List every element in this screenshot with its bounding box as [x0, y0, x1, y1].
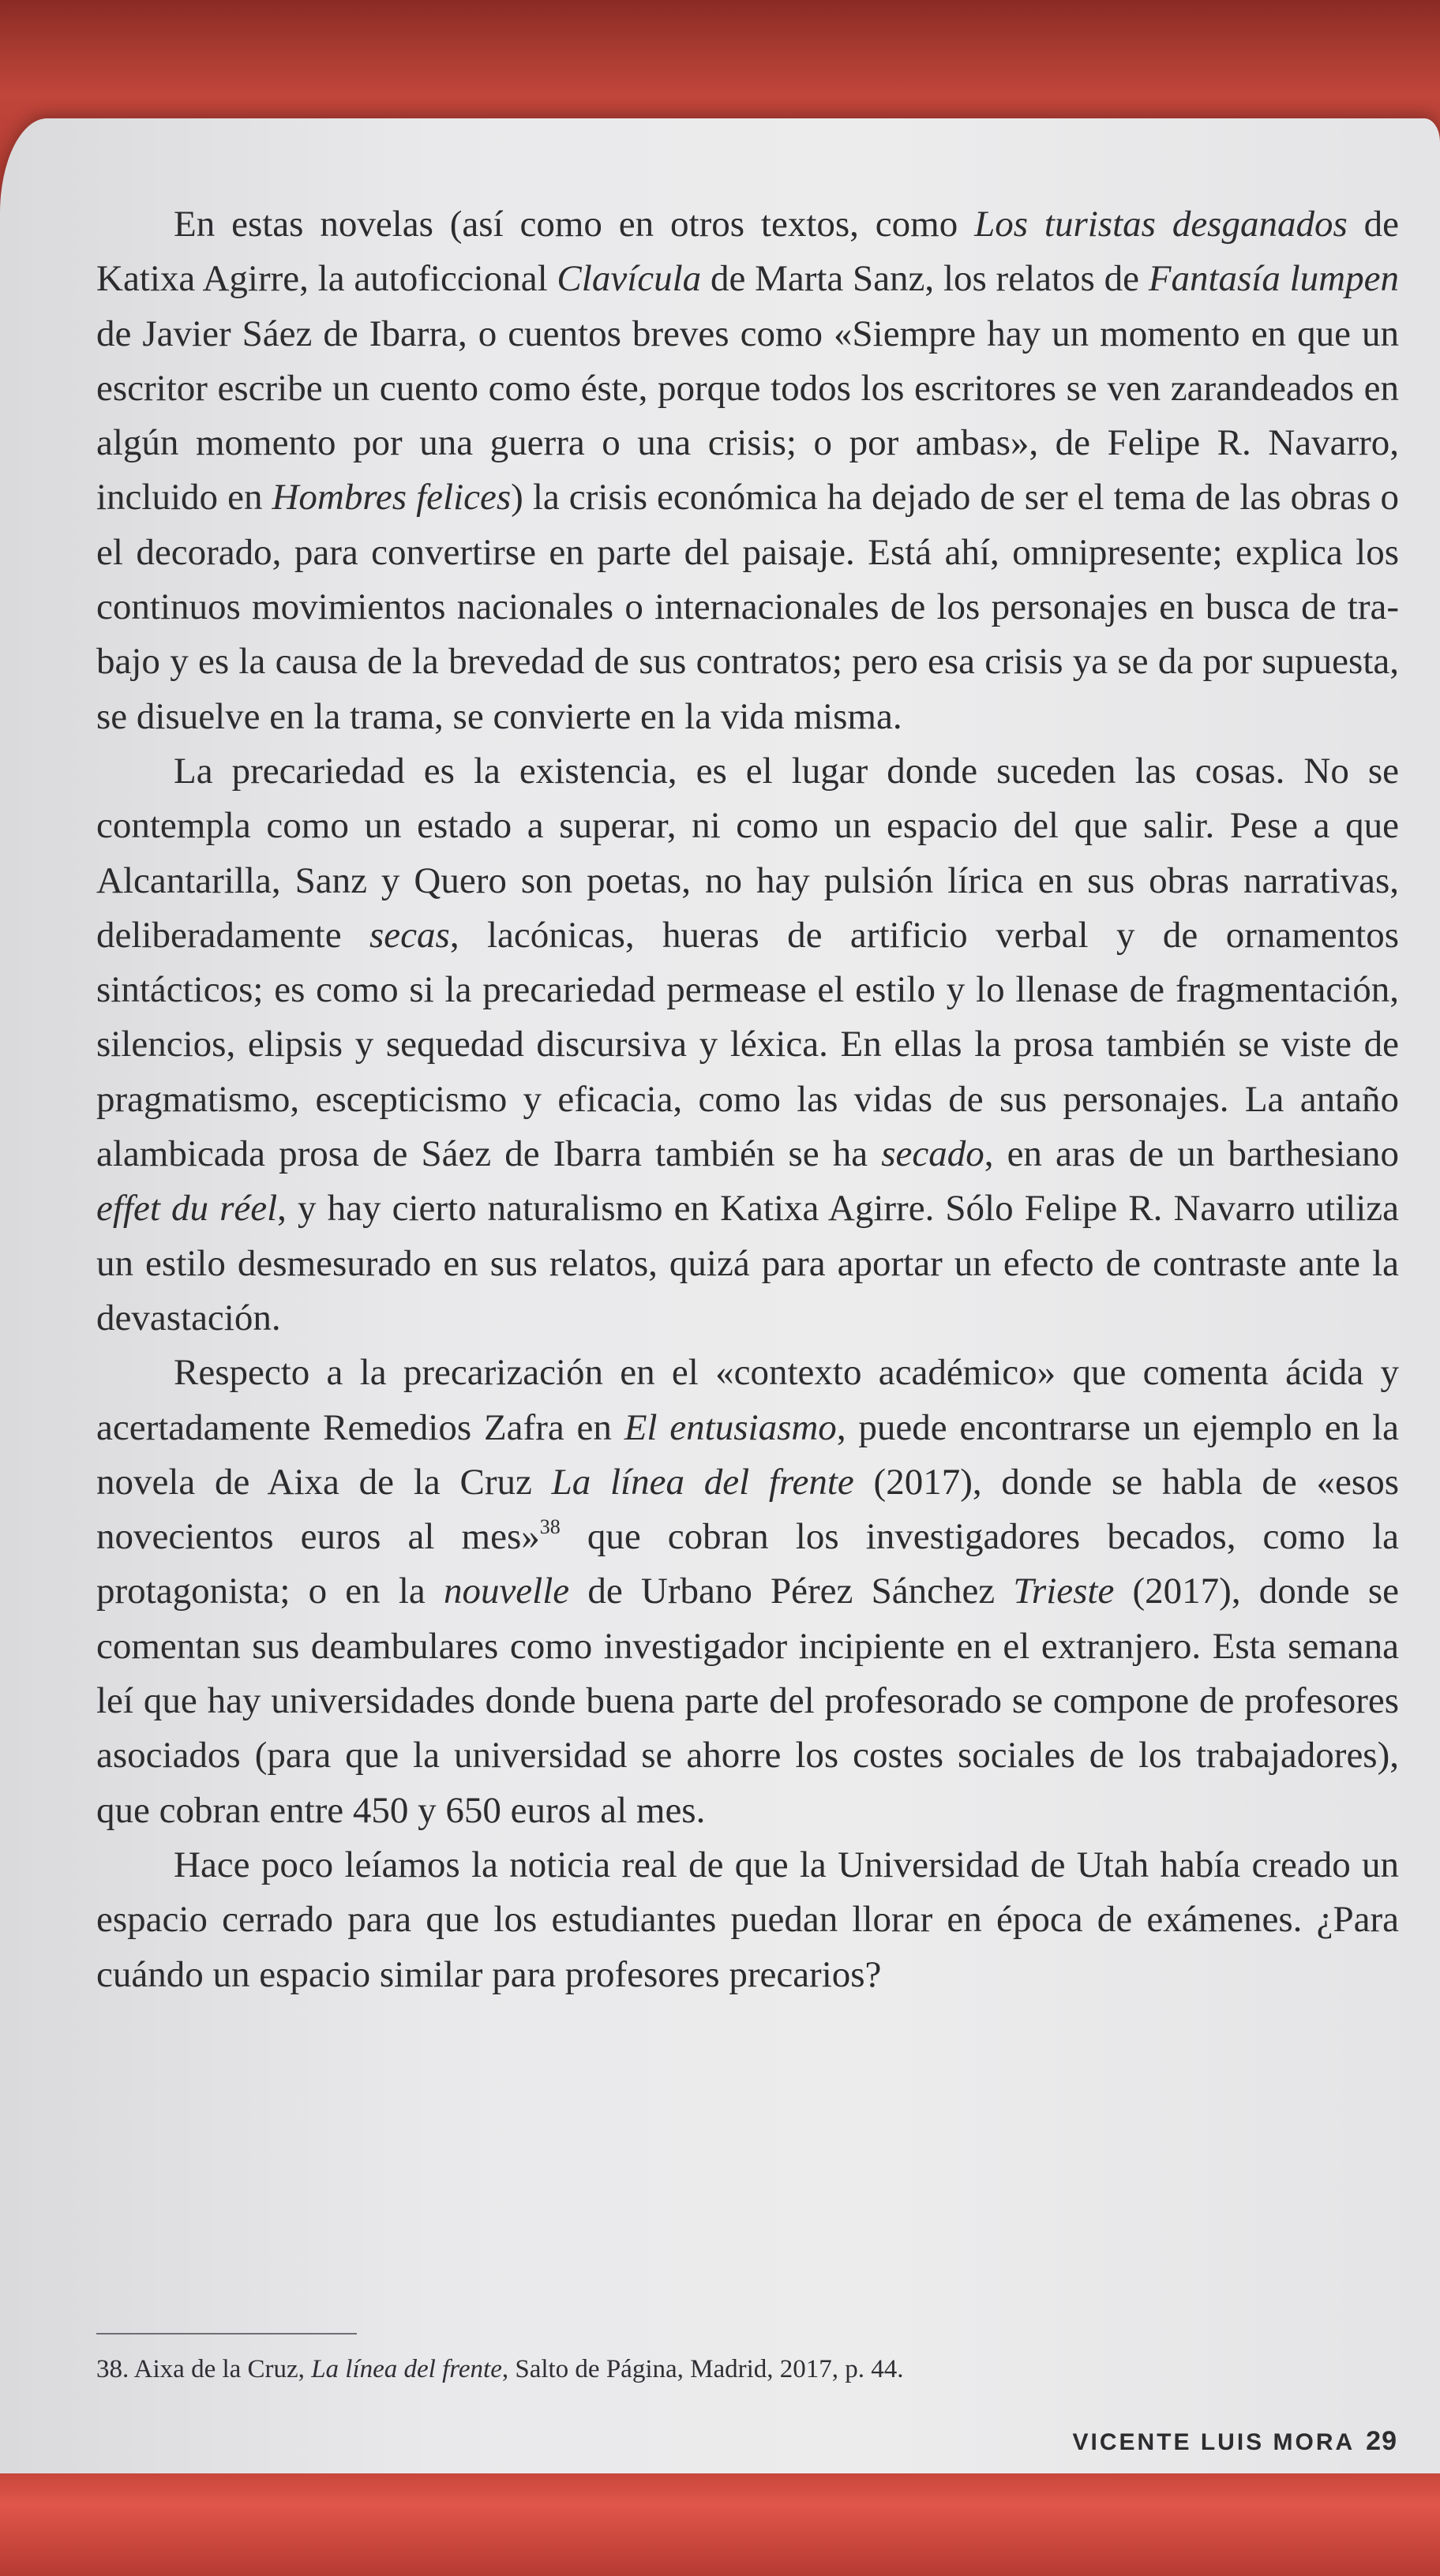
footnote-reference: 38 [539, 1515, 561, 1539]
text-run: (2017), donde se habla de «esos novecientos euros al mes» [96, 1461, 1399, 1558]
text-run: , y hay cierto naturalismo en Katixa Agirre. Sólo Felipe R. Navarro utiliza un estilo desmesurado en sus relatos, quizá para aportar un efecto de contraste ante la devastación. [96, 1188, 1400, 1339]
text-run: La precariedad es la existencia, es el lugar donde suceden las cosas. No se contempla como un estado a superar, ni como un espacio del que salir. Pese a que Alcantarilla, Sanz y Quero son poetas, no hay pulsión lírica en sus obras narrativas, deliberadamente [96, 750, 1399, 956]
text-run: Hace poco leíamos la noticia real de que la Universidad de Utah había creado un espacio cerrado para que los estudiantes puedan llorar en época de exámenes. ¿Para cuándo un espacio similar para profesores precarios? [96, 1844, 1399, 1995]
running-footer [1042, 2426, 1397, 2457]
italic-title: Los turistas desganados [974, 204, 1348, 245]
text-run: Respecto a la precarización en el «contexto académico» que comenta ácida y acertadamente Remedios Zafra en [96, 1352, 1399, 1448]
body-text [96, 197, 1399, 2002]
italic-title: El entusiasmo [624, 1406, 837, 1448]
italic-word: secado [881, 1133, 984, 1175]
paragraph-4 [96, 1838, 1399, 2002]
text-run: de Marta Sanz, los relatos de [701, 258, 1149, 300]
page-number: 29 [1366, 2426, 1397, 2456]
text-run: de Urbano Pérez Sánchez [569, 1571, 1014, 1612]
footnote-text: 38. Aixa de la Cruz, [96, 2355, 312, 2383]
text-run: , lacónicas, hueras de artificio verbal y de ornamentos sintácticos; es como si la precariedad permease el estilo y lo llenase de fragmentación, silencios, elipsis y sequedad discursiva y léxica. En ellas la prosa también se viste de pragmatismo, escepticismo y eficacia, como las vidas de sus personajes. La antaño alambicada prosa de Sáez de Ibarra también se ha [96, 914, 1400, 1175]
italic-phrase: effet du réel [96, 1188, 278, 1230]
text-run: , puede encontrarse un ejemplo en la novela de Aixa de la Cruz [96, 1406, 1399, 1503]
footnote-italic-title: La línea del frente [311, 2355, 502, 2383]
paragraph-2 [96, 744, 1399, 1346]
footnote [96, 2352, 1281, 2387]
text-run: ) la crisis económica ha dejado de ser el tema de las obras o el decorado, para convertirse en parte del paisaje. Está ahí, omnipresente; explica los continuos movimientos nacionales o internacionales de los personajes en busca de trabajo y es la causa de la brevedad de sus contratos; pero esa crisis ya se da por supuesta, se disuelve en la trama, se convierte en la vida misma. [96, 477, 1399, 737]
italic-word: nouvelle [443, 1571, 570, 1612]
text-run: que cobran los investigadores becados, como la protagonista; o en la [96, 1516, 1399, 1612]
text-run: de Katixa Agirre, la autoficcional [96, 204, 1400, 300]
paragraph-1 [96, 197, 1399, 744]
text-run: (2017), donde se comentan sus deambulares como investigador incipiente en el extranjero. Esta semana leí que hay universidades donde buena parte del profesorado se compone de profesores asociados (para que la universidad se ahorre los costes sociales de los trabajadores), que cobran entre 450 y 650 euros al mes. [96, 1571, 1399, 1831]
text-run: En estas novelas (así como en otros textos, como [174, 204, 975, 245]
footnote-separator [96, 2333, 357, 2334]
italic-word: secas [369, 914, 450, 956]
italic-title: Fantasía lumpen [1148, 258, 1399, 300]
italic-title: Trieste [1013, 1571, 1115, 1612]
footnote-text: , Salto de Página, Madrid, 2017, p. 44. [501, 2355, 904, 2383]
italic-title: Hombres felices [272, 477, 512, 519]
text-run: , en aras de un barthesiano [984, 1133, 1399, 1175]
book-cover-edge [0, 2473, 1440, 2576]
italic-title: Clavícula [557, 258, 702, 300]
text-run: de Javier Sáez de Ibarra, o cuentos breves como «Siempre hay un momento en que un escritor escribe un cuento como éste, porque todos los escritores se ven zarandeados en algún momento por una guerra o una crisis; o por ambas», de Felipe R. Navarro, incluido en [96, 313, 1399, 519]
paragraph-3 [96, 1346, 1399, 1838]
author-name: VICENTE LUIS MORA [1072, 2429, 1356, 2455]
italic-title: La línea del frente [551, 1461, 854, 1503]
